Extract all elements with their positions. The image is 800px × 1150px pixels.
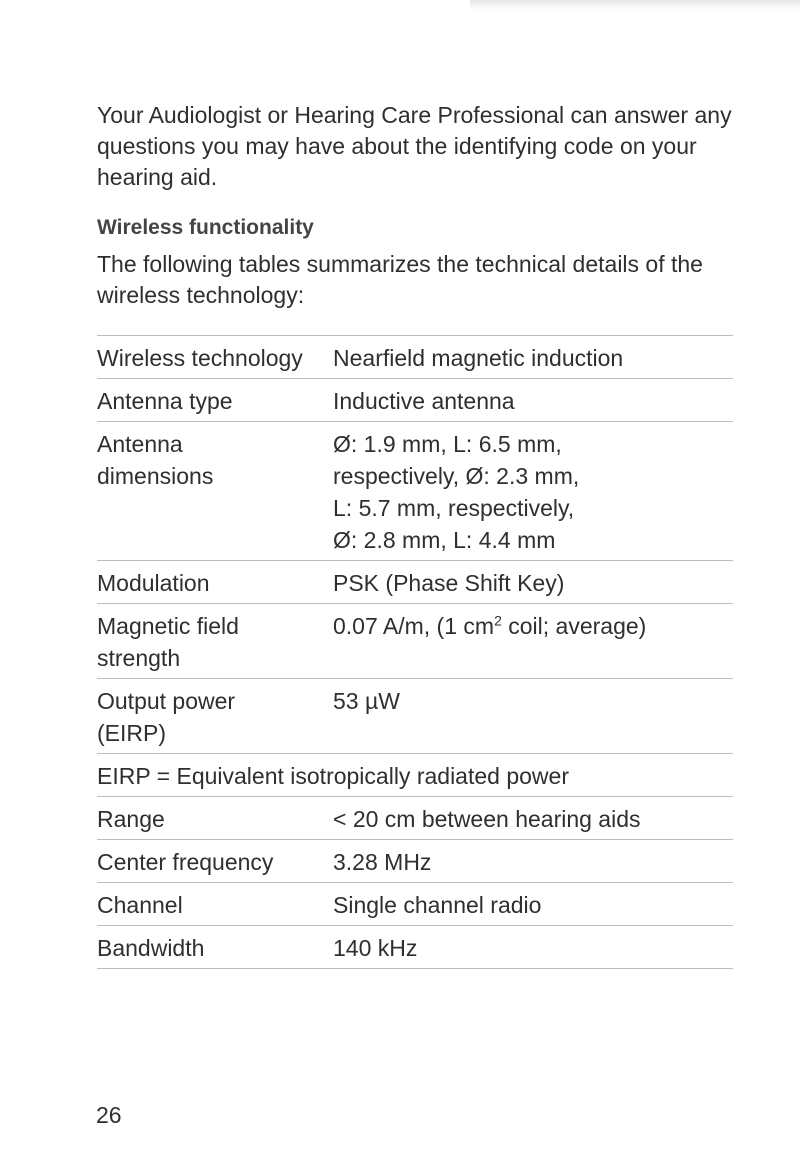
page-edge-shadow (470, 0, 800, 10)
row-value: PSK (Phase Shift Key) (333, 561, 733, 604)
table-row (97, 379, 733, 422)
table-row (97, 679, 733, 754)
row-value: 53 µW (333, 679, 733, 754)
section-heading: Wireless functionality (97, 216, 314, 239)
table-row (97, 561, 733, 604)
row-value (333, 604, 733, 679)
table-row (97, 422, 733, 561)
section-lead-paragraph: The following tables summarizes the technical details of the wireless technology: (97, 251, 703, 308)
row-label: Magnetic field strength (97, 604, 333, 679)
table-row (97, 840, 733, 883)
table-row (97, 797, 733, 840)
page-number: 26 (96, 1102, 122, 1128)
row-label: Wireless technology (97, 336, 333, 379)
row-value: Single channel radio (333, 883, 733, 926)
table-row (97, 926, 733, 969)
table-row-note (97, 754, 733, 797)
row-label: Output power (EIRP) (97, 679, 333, 754)
row-value: 3.28 MHz (333, 840, 733, 883)
row-full-note: EIRP = Equivalent isotropically radiated power (97, 754, 733, 797)
value-suffix: coil; average) (501, 613, 647, 639)
table-row (97, 604, 733, 679)
row-label: Bandwidth (97, 926, 333, 969)
wireless-specs-table (97, 335, 733, 969)
table-row (97, 883, 733, 926)
row-label: Antenna dimensions (97, 422, 333, 561)
page-content (97, 100, 737, 969)
row-value: Nearfield magnetic induction (333, 336, 733, 379)
value-prefix: 0.07 A/m, (1 cm (333, 613, 495, 639)
row-label: Antenna type (97, 379, 333, 422)
row-label: Center frequency (97, 840, 333, 883)
row-label: Channel (97, 883, 333, 926)
row-value: < 20 cm between hearing aids (333, 797, 733, 840)
table-row (97, 336, 733, 379)
row-value: Inductive antenna (333, 379, 733, 422)
row-label: Range (97, 797, 333, 840)
row-value: Ø: 1.9 mm, L: 6.5 mm, respectively, Ø: 2.3 mm, L: 5.7 mm, respectively, Ø: 2.8 mm, L: 4.4 mm (333, 422, 733, 561)
intro-paragraph: Your Audiologist or Hearing Care Professional can answer any questions you may have about the identifying code on your hearing aid. (97, 102, 732, 190)
row-label: Modulation (97, 561, 333, 604)
row-value: 140 kHz (333, 926, 733, 969)
value-superscript: 2 (494, 612, 502, 629)
